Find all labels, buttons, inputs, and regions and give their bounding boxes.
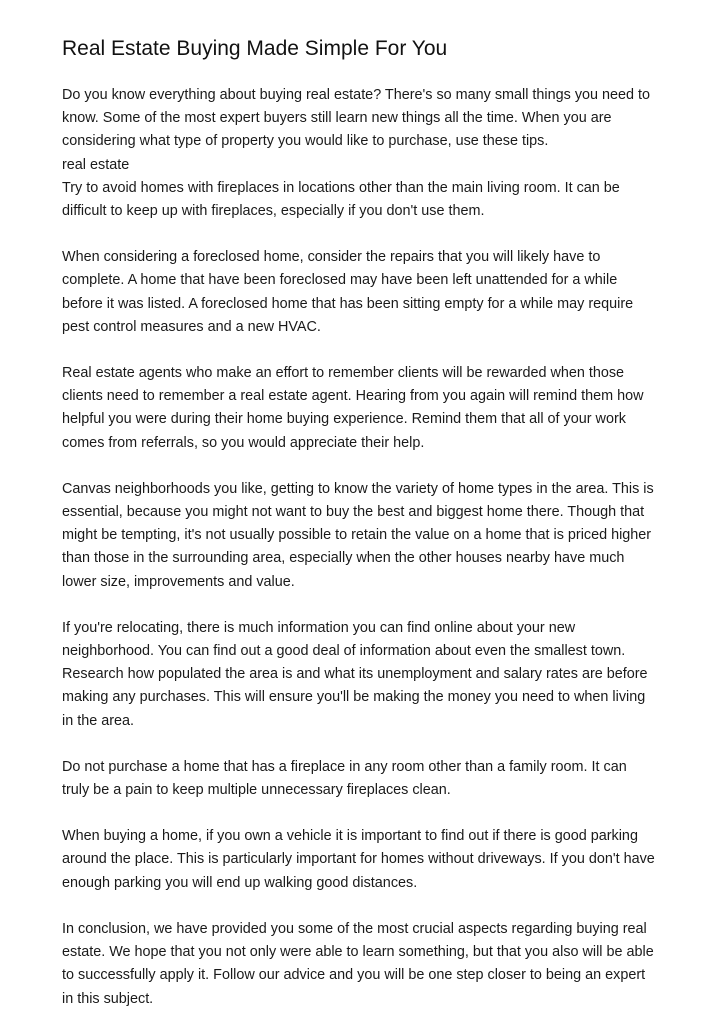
paragraph-line: considering what type of property you would like to purchase, use these tips. <box>62 133 549 150</box>
paragraph-line: in the area. <box>62 712 135 729</box>
paragraph-line: If you're relocating, there is much information you can find online about your new <box>62 619 576 636</box>
paragraph-line: than those in the surrounding area, especially when the other houses nearby have much <box>62 550 625 567</box>
paragraph-parking <box>62 825 674 895</box>
paragraph-line: Canvas neighborhoods you like, getting to know the variety of home types in the area. This is <box>62 480 654 497</box>
page-title: Real Estate Buying Made Simple For You <box>62 37 448 60</box>
paragraph-line: helpful you were during their home buying experience. Remind them that all of your work <box>62 411 626 428</box>
paragraph-line: When buying a home, if you own a vehicle it is important to find out if there is good parking <box>62 828 638 845</box>
paragraph-line: Research how populated the area is and what its unemployment and salary rates are before <box>62 666 648 683</box>
paragraph-line: in this subject. <box>62 990 154 1007</box>
paragraph-line: might be tempting, it's not usually possible to retain the value on a home that is priced higher <box>62 527 652 544</box>
paragraph-line: essential, because you might not want to buy the best and biggest home there. Though that <box>62 504 645 521</box>
paragraph-line: around the place. This is particularly important for homes without driveways. If you don't have <box>62 851 655 868</box>
paragraph-agents <box>62 362 674 455</box>
paragraph-fireplace <box>62 756 674 802</box>
paragraph-line: When considering a foreclosed home, consider the repairs that you will likely have to <box>62 249 601 266</box>
paragraph-line: Do not purchase a home that has a fireplace in any room other than a family room. It can <box>62 758 627 775</box>
paragraph-relocating <box>62 617 674 733</box>
paragraph-line: making any purchases. This will ensure you'll be making the money you need to when living <box>62 689 646 706</box>
paragraph-neighborhoods <box>62 478 674 594</box>
paragraph-conclusion <box>62 918 674 1011</box>
paragraph-line: before it was listed. A foreclosed home that has been sitting empty for a while may require <box>62 295 634 312</box>
paragraph-line: real estate <box>62 156 130 173</box>
paragraph-line: complete. A home that have been foreclosed may have been left unattended for a while <box>62 272 618 289</box>
paragraph-line: to successfully apply it. Follow our advice and you will be one step closer to being an expert <box>62 967 646 984</box>
paragraph-line: pest control measures and a new HVAC. <box>62 318 321 335</box>
paragraph-line: know. Some of the most expert buyers still learn new things all the time. When you are <box>62 110 612 127</box>
paragraph-line: Do you know everything about buying real estate? There's so many small things you need to <box>62 87 651 103</box>
paragraph-line: Try to avoid homes with fireplaces in locations other than the main living room. It can be <box>62 179 620 196</box>
paragraph-line: estate. We hope that you not only were able to learn something, but that you also will be able <box>62 944 654 961</box>
paragraph-line: In conclusion, we have provided you some of the most crucial aspects regarding buying real <box>62 920 647 937</box>
paragraph-line: comes from referrals, so you would appreciate their help. <box>62 434 425 451</box>
paragraph-line: truly be a pain to keep multiple unnecessary fireplaces clean. <box>62 782 451 799</box>
paragraph-line: difficult to keep up with fireplaces, especially if you don't use them. <box>62 203 485 220</box>
paragraph-intro <box>62 84 674 223</box>
paragraph-line: neighborhood. You can find out a good deal of information about even the smallest town. <box>62 643 626 660</box>
document-page <box>62 36 674 1034</box>
paragraph-foreclosed <box>62 246 674 339</box>
paragraph-line: Real estate agents who make an effort to remember clients will be rewarded when those <box>62 365 625 382</box>
paragraph-line: clients need to remember a real estate agent. Hearing from you again will remind them how <box>62 388 644 405</box>
paragraph-line: lower size, improvements and value. <box>62 573 295 590</box>
paragraph-line: enough parking you will end up walking good distances. <box>62 874 418 891</box>
